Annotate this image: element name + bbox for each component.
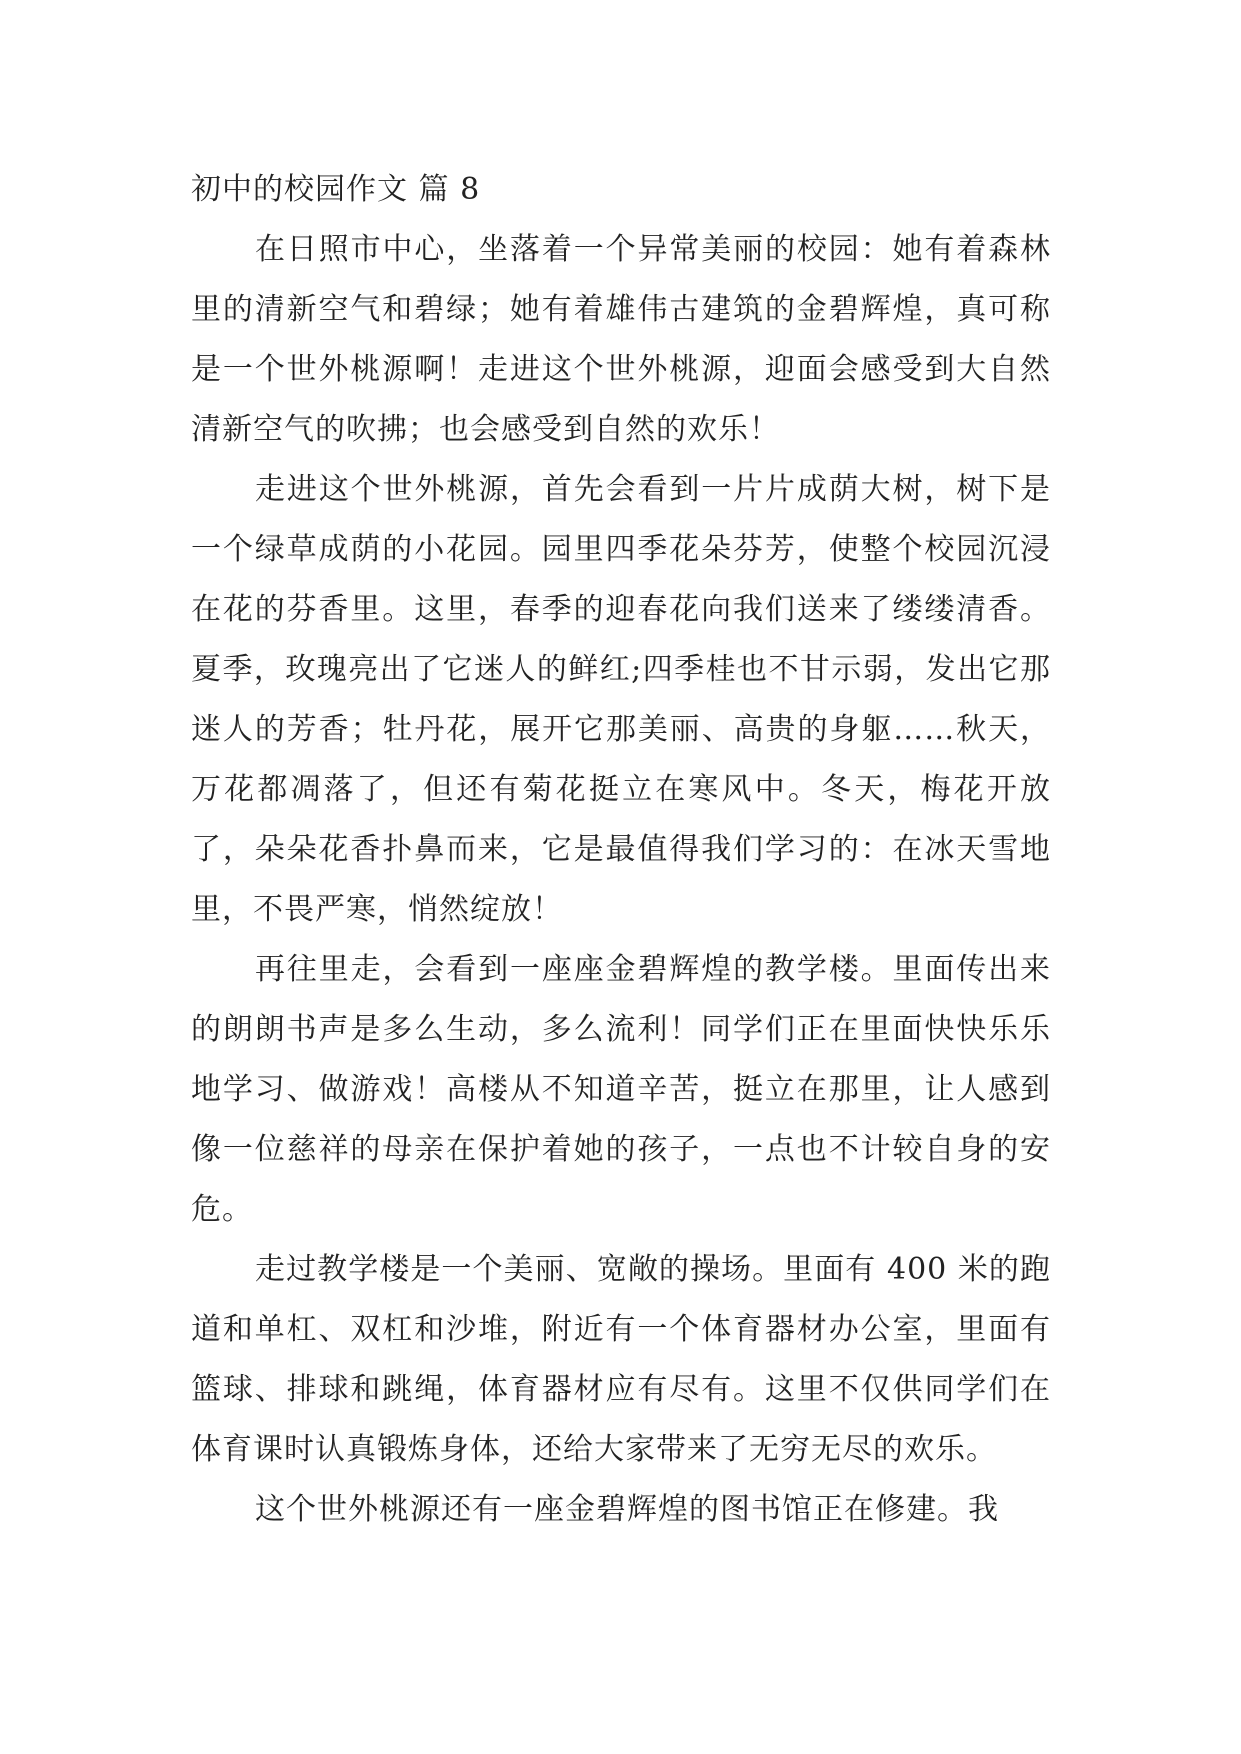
paragraph-4: 走过教学楼是一个美丽、宽敞的操场。里面有 400 米的跑道和单杠、双杠和沙堆，附近有一个体育器材办公室，里面有篮球、排球和跳绳，体育器材应有尽有。这里不仅供同学们在体育课时认真锻炼身体，还给大家带来了无穷无尽的欢乐。	[191, 1252, 1051, 1467]
paragraph-3: 再往里走，会看到一座座金碧辉煌的教学楼。里面传出来的朗朗书声是多么生动，多么流利！同学们正在里面快快乐乐地学习、做游戏！高楼从不知道辛苦，挺立在那里，让人感到像一位慈祥的母亲在保护着她的孩子，一点也不计较自身的安危。	[191, 952, 1051, 1227]
paragraph-5: 这个世外桃源还有一座金碧辉煌的图书馆正在修建。我	[255, 1492, 999, 1527]
paragraph-2: 走进这个世外桃源，首先会看到一片片成荫大树，树下是一个绿草成荫的小花园。园里四季花朵芬芳，使整个校园沉浸在花的芬香里。这里，春季的迎春花向我们送来了缕缕清香。夏季，玫瑰亮出了它迷人的鲜红;四季桂也不甘示弱，发出它那迷人的芳香；牡丹花，展开它那美丽、高贵的身躯……秋天，万花都凋落了，但还有菊花挺立在寒风中。冬天，梅花开放了，朵朵花香扑鼻而来，它是最值得我们学习的：在冰天雪地里，不畏严寒，悄然绽放！	[191, 472, 1051, 927]
essay-body	[191, 160, 1051, 1540]
essay-title: 初中的校园作文 篇 8	[191, 172, 481, 207]
paragraph-1: 在日照市中心，坐落着一个异常美丽的校园：她有着森林里的清新空气和碧绿；她有着雄伟古建筑的金碧辉煌，真可称是一个世外桃源啊！走进这个世外桃源，迎面会感受到大自然清新空气的吹拂；也会感受到自然的欢乐！	[191, 232, 1051, 447]
